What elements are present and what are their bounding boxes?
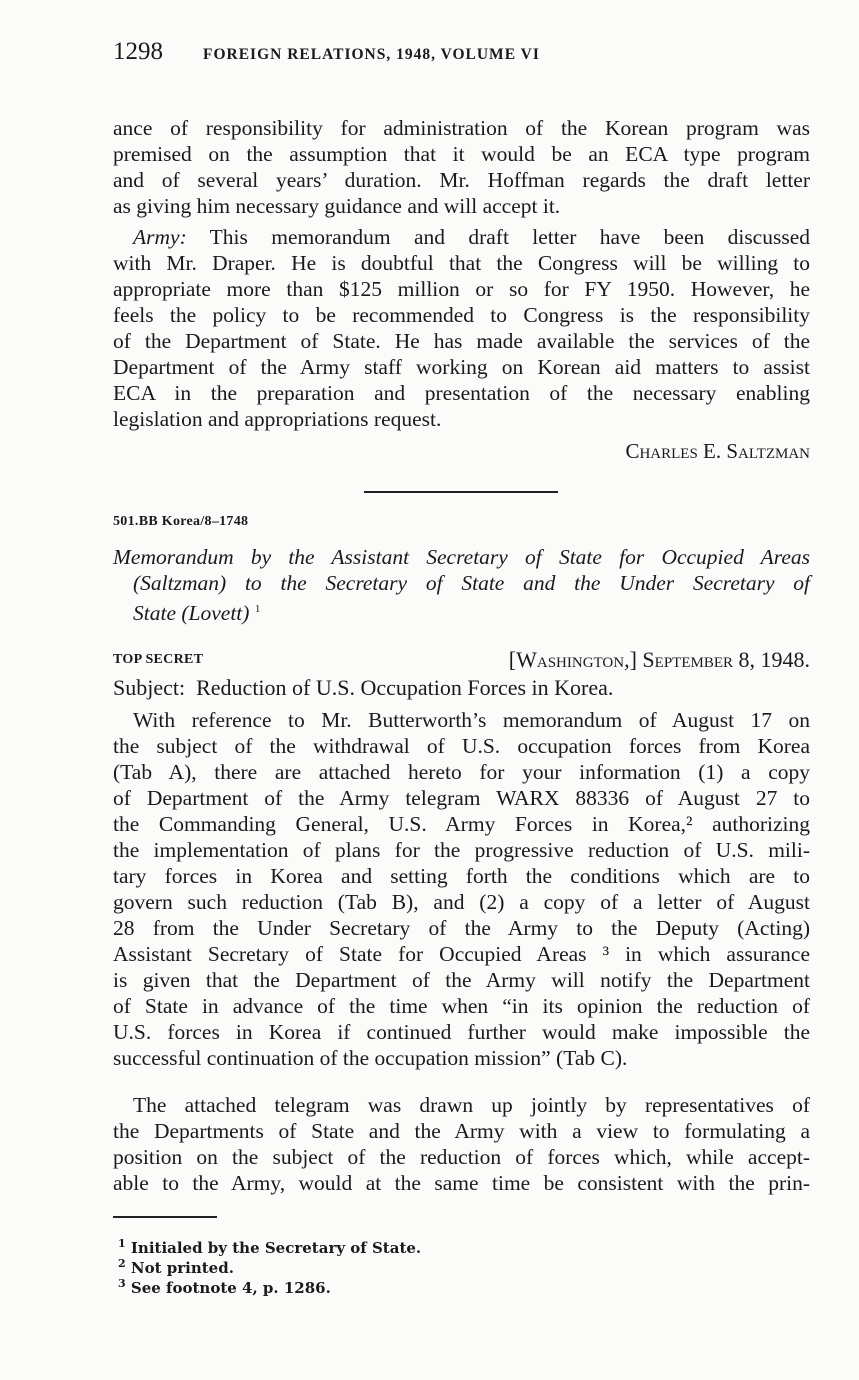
paragraph-3 bbox=[113, 707, 810, 1071]
text-line: With reference to Mr. Butterworth’s memorandum of August 17 on bbox=[133, 708, 810, 732]
paragraph-1 bbox=[113, 115, 810, 219]
subject-label: Subject: bbox=[113, 675, 186, 700]
text-line: State (Lovett) $^1$ bbox=[133, 601, 261, 626]
text-line: successful continuation of the occupation mission” (Tab C). bbox=[113, 1046, 628, 1070]
text-line: ECA in the preparation and presentation of the necessary enabling bbox=[113, 381, 810, 405]
text-line: ance of responsibility for administration of the Korean program was bbox=[113, 116, 810, 140]
text-line: (Tab A), there are attached hereto for your information (1) a copy bbox=[113, 760, 810, 784]
text-line: of the Department of State. He has made available the services of the bbox=[113, 329, 810, 353]
army-label: Army: bbox=[133, 225, 187, 249]
text-line: U.S. forces in Korea if continued further would make impossible the bbox=[113, 1020, 810, 1044]
subject-text: Reduction of U.S. Occupation Forces in Korea. bbox=[196, 675, 614, 700]
text-line: position on the subject of the reduction of forces which, while accept- bbox=[113, 1145, 810, 1169]
text-line: as giving him necessary guidance and will accept it. bbox=[113, 194, 561, 218]
text-line: premised on the assumption that it would be an ECA type program bbox=[113, 142, 810, 166]
text-line: the Departments of State and the Army with a view to formulating a bbox=[113, 1119, 810, 1143]
paragraph-army bbox=[113, 224, 810, 432]
text-line: Assistant Secretary of State for Occupied Areas ³ in which assurance bbox=[113, 942, 810, 966]
text-line: The attached telegram was drawn up jointly by representatives of bbox=[133, 1093, 810, 1117]
memo-title bbox=[113, 544, 810, 626]
text-line: is given that the Department of the Army will notify the Department bbox=[113, 968, 810, 992]
footnote: $^2$ Not printed. bbox=[118, 1257, 234, 1277]
text-line: and of several years’ duration. Mr. Hoffman regards the draft letter bbox=[113, 168, 810, 192]
paragraph-4 bbox=[113, 1092, 810, 1196]
file-reference: 501.BB Korea/8–1748 bbox=[113, 514, 249, 529]
text-line: the implementation of plans for the progressive reduction of U.S. mili- bbox=[113, 838, 810, 862]
footnotes bbox=[118, 1236, 421, 1296]
classification: TOP SECRET bbox=[113, 652, 204, 667]
running-title: FOREIGN RELATIONS, 1948, VOLUME VI bbox=[203, 46, 540, 63]
footnote: $^3$ See footnote 4, p. 1286. bbox=[118, 1277, 331, 1297]
text-line: of Department of the Army telegram WARX 88336 of August 27 to bbox=[113, 786, 810, 810]
section-divider bbox=[364, 491, 558, 493]
place-date: [Washington,] September 8, 1948. bbox=[508, 647, 810, 672]
page-number: 1298 bbox=[113, 38, 163, 65]
text-line: legislation and appropriations request. bbox=[113, 407, 442, 431]
text-line: tary forces in Korea and setting forth the conditions which are to bbox=[113, 864, 810, 888]
text-line: feels the policy to be recommended to Congress is the responsibility bbox=[113, 303, 810, 327]
text-line: with Mr. Draper. He is doubtful that the Congress will be willing to bbox=[113, 251, 810, 275]
text-line: of State in advance of the time when “in its opinion the reduction of bbox=[113, 994, 810, 1018]
text-line: (Saltzman) to the Secretary of State and the Under Secretary of bbox=[133, 571, 810, 595]
footnote-ref: 1 bbox=[254, 603, 261, 615]
text-line: Memorandum by the Assistant Secretary of State for Occupied Areas bbox=[113, 545, 810, 569]
text-line: Department of the Army staff working on Korean aid matters to assist bbox=[113, 355, 810, 379]
text-line: Army: This memorandum and draft letter have been discussed bbox=[133, 225, 810, 249]
footnote: $^1$ Initialed by the Secretary of State. bbox=[118, 1237, 422, 1257]
text-line: able to the Army, would at the same time be consistent with the prin- bbox=[113, 1171, 810, 1195]
text-line: appropriate more than $125 million or so for FY 1950. However, he bbox=[113, 277, 810, 301]
subject-line bbox=[113, 675, 613, 701]
text-line: the subject of the withdrawal of U.S. occupation forces from Korea bbox=[113, 734, 810, 758]
text-line: govern such reduction (Tab B), and (2) a copy of a letter of August bbox=[113, 890, 810, 914]
footnote-divider bbox=[113, 1216, 217, 1218]
text-line: 28 from the Under Secretary of the Army to the Deputy (Acting) bbox=[113, 916, 810, 940]
text-line: the Commanding General, U.S. Army Forces in Korea,² authorizing bbox=[113, 812, 810, 836]
signature: Charles E. Saltzman bbox=[625, 439, 810, 463]
